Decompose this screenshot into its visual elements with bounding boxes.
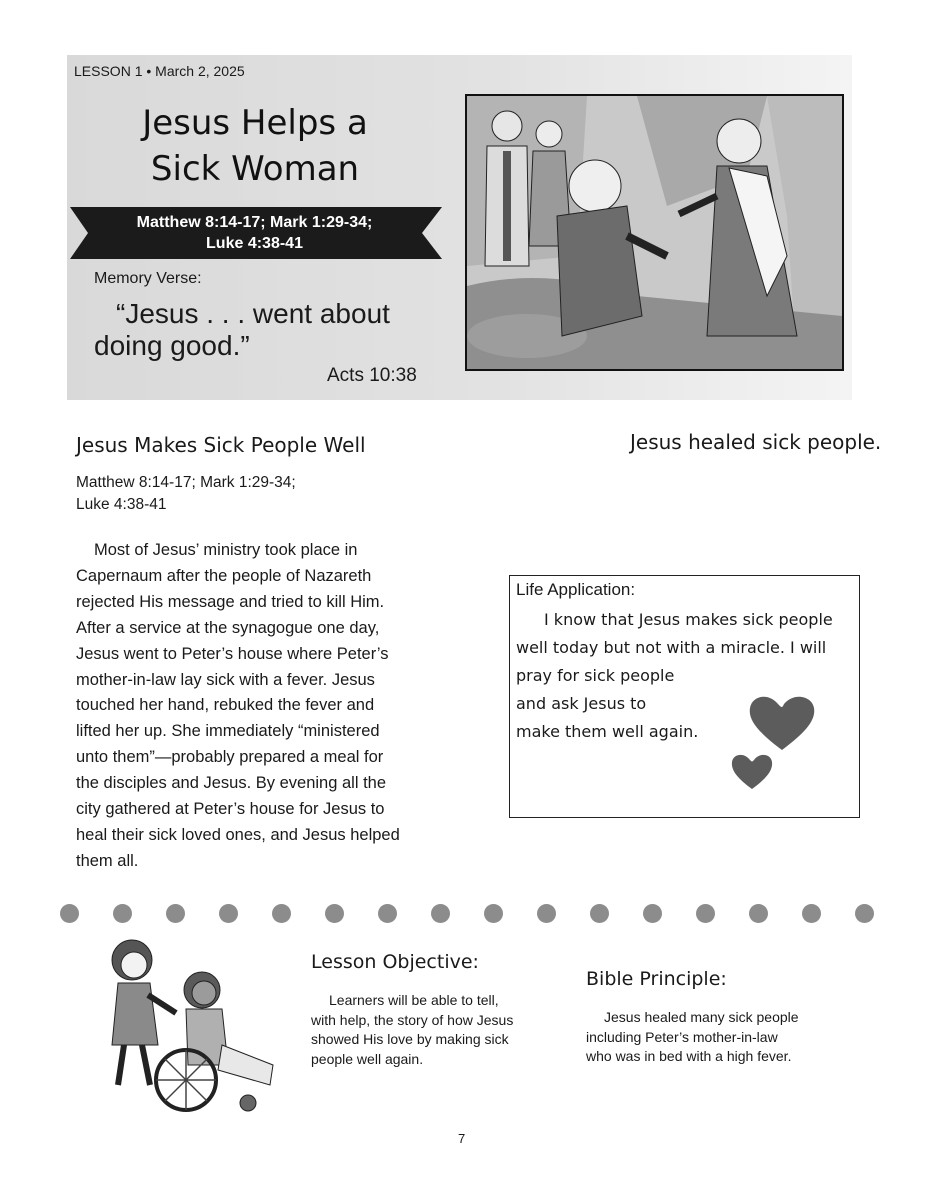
body-line: city gathered at Peter’s house for Jesus to [76,800,385,819]
lesson-objective-heading: Lesson Objective: [311,951,479,973]
memory-verse-quote [94,298,444,362]
body-line: rejected His message and tried to kill Him. [76,592,385,611]
divider-dot [325,904,344,923]
scripture-line-1: Matthew 8:14-17; Mark 1:29-34; [136,214,373,231]
title-line-2: Sick Woman [150,149,360,189]
objective-line: people well again. [311,1050,424,1067]
body-line: lifted her up. She immediately “ministered [76,722,380,741]
title-line-1: Jesus Helps a [142,103,368,143]
divider-dot [749,904,768,923]
divider-dot [219,904,238,923]
children-wheelchair-illustration [98,935,288,1115]
principle-line: who was in bed with a high fever. [586,1048,792,1064]
section-scripture-line-1: Matthew 8:14-17; Mark 1:29-34; [76,474,296,491]
small-heart-icon [731,752,773,790]
divider-dot [60,904,79,923]
body-line: touched her hand, rebuked the fever and [76,696,375,715]
body-line: unto them”—probably prepared a meal for [76,748,384,767]
divider-dot [855,904,874,923]
divider-dot [378,904,397,923]
divider-dot [166,904,185,923]
life-line: make them well again. [516,722,699,741]
story-paragraph [76,538,456,875]
body-line: Capernaum after the people of Nazareth [76,566,372,585]
memory-quote-line-2: doing good.” [94,330,250,361]
body-line: the disciples and Jesus. By evening all the [76,774,387,793]
body-line: Most of Jesus’ ministry took place in [94,541,358,559]
principle-line: Jesus healed many sick people [604,1009,799,1025]
section-scripture [76,472,376,516]
life-application-title: Life Application: [516,580,636,599]
lesson-title [100,100,410,192]
body-line: them all. [76,851,139,870]
divider-dot [802,904,821,923]
objective-line: with help, the story of how Jesus [311,1011,514,1028]
life-line: and ask Jesus to [516,694,647,713]
story-illustration [465,94,844,371]
page-number: 7 [458,1131,466,1146]
body-line: Jesus went to Peter’s house where Peter’s [76,644,389,663]
body-line: heal their sick loved ones, and Jesus helped [76,825,400,844]
divider-dot [590,904,609,923]
section-scripture-line-2: Luke 4:38-41 [76,496,167,513]
body-line: mother-in-law lay sick with a fever. Jesus [76,670,375,689]
body-line: After a service at the synagogue one day, [76,618,380,637]
divider-dot [537,904,556,923]
objective-line: Learners will be able to tell, [329,992,499,1008]
section-title: Jesus Makes Sick People Well [76,433,366,457]
divider-dot [696,904,715,923]
scripture-reference [92,212,417,254]
large-heart-icon [748,692,816,752]
divider-dot [272,904,291,923]
memory-verse-label: Memory Verse: [94,270,202,287]
divider-dot [113,904,132,923]
bible-principle-heading: Bible Principle: [586,968,727,990]
divider-dot [484,904,503,923]
objective-line: showed His love by making sick [311,1031,509,1047]
life-line: well today but not with a miracle. I will [516,638,827,657]
dot-divider [55,902,875,926]
bible-principle-text [586,1008,856,1067]
principle-line: including Peter’s mother-in-law [586,1028,778,1045]
key-statement: Jesus healed sick people. [630,430,882,454]
divider-dot [643,904,662,923]
story-illustration-art [467,96,842,369]
life-line: pray for sick people [516,666,675,685]
life-line: I know that Jesus makes sick people [544,610,833,629]
lesson-objective-text [311,991,571,1069]
memory-verse-reference: Acts 10:38 [327,365,417,386]
scripture-line-2: Luke 4:38-41 [206,235,303,252]
memory-quote-line-1: “Jesus . . . went about [116,298,390,329]
lesson-date-line: LESSON 1 • March 2, 2025 [74,63,245,79]
divider-dot [431,904,450,923]
